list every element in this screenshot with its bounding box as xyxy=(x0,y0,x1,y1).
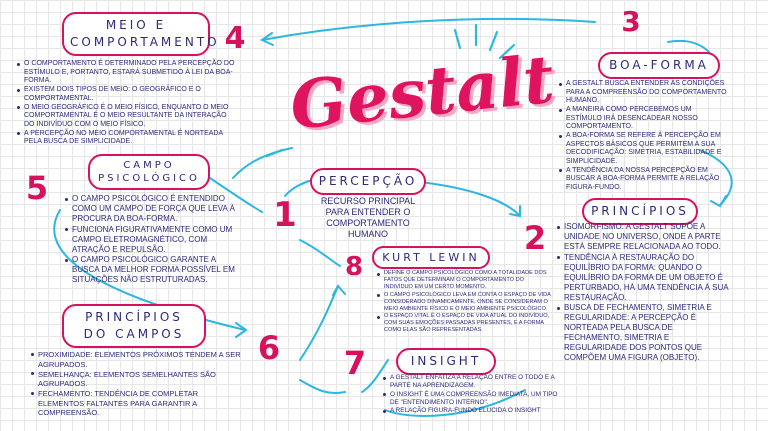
main-title: Gestalt xyxy=(286,39,558,145)
arrow-6-to-insight xyxy=(300,286,338,360)
step-number-6: 6 xyxy=(257,329,281,367)
princampos-title-line-2: DO CAMPOS xyxy=(83,327,185,341)
kurt-lewin-title xyxy=(372,246,490,269)
list-item: A PERCEPÇÃO NO MEIO COMPORTAMENTAL É NORTEADA PELA BUSCA DE SIMPLICIDADE. xyxy=(16,130,238,147)
percepcao-title xyxy=(310,168,426,195)
percepcao-text: RECURSO PRINCIPAL PARA ENTENDER O COMPORTAMENTO HUMANO xyxy=(320,196,416,239)
list-item: O ESPAÇO VITAL É O ESPAÇO DE VIDA ATUAL DO INDIVÍDUO, COM SUAS EMOÇÕES PASSADAS PRESENTES, E A FORMA COMO ELAS SÃO REPRESENTADAS. xyxy=(376,313,554,334)
insight-title-text: INSIGHT xyxy=(410,354,482,368)
step-number-5: 5 xyxy=(25,169,49,207)
meio-comportamento-title xyxy=(62,12,220,56)
list-item: TENDÊNCIA À RESTAURAÇÃO DO EQUILÍBRIO DA FORMA: QUANDO O EQUILÍBRIO DA FORMA DE UM OBJETO É PERTURBADO, HÁ UMA TENDÊNCIA À SUA RESTAURAÇÃO. xyxy=(556,253,732,303)
principios-campos-title xyxy=(62,304,206,348)
list-item: O COMPORTAMENTO É DETERMINADO PELA PERCEPÇÃO DO ESTÍMULO E, PORTANTO, ESTARÁ SUBMETIDO À LEI DA BOA-FORMA. xyxy=(16,60,238,86)
insight-title xyxy=(396,348,496,375)
campo-title-line-1: CAMPO xyxy=(123,160,175,171)
step-number-7: 7 xyxy=(343,344,367,382)
campo-title-line-2: PSICOLÓGICO xyxy=(98,173,200,184)
list-item: SEMELHANÇA: ELEMENTOS SEMELHANTES SÃO AGRUPADOS. xyxy=(30,370,242,389)
arrow-to-meio xyxy=(262,19,595,40)
meio-comportamento-list xyxy=(16,60,238,147)
boa-forma-title xyxy=(598,52,720,79)
arrow-to-7 xyxy=(300,380,345,393)
list-item: A RELAÇÃO FIGURA-FUNDO ELUCIDA O INSIGHT xyxy=(382,407,562,415)
campo-psicologico-list xyxy=(64,194,244,286)
list-item: A GESTALT BUSCA ENTENDER AS CONDIÇÕES PARA A COMPREENSÃO DO COMPORTAMENTO HUMANO. xyxy=(558,80,728,106)
arrow-percepcao-to-2 xyxy=(420,182,520,216)
list-item: EXISTEM DOIS TIPOS DE MEIO: O GEOGRÁFICO E O COMPORTAMENTAL. xyxy=(16,86,238,103)
list-item: O CAMPO PSICOLÓGICO LEVA EM CONTA O ESPAÇO DE VIDA CONSIDERADO DINAMICAMENTE, ONDE SE CONSIDERAM O MEIO AMBIENTE FÍSICO E O MEIO AMBIENTE PSICOLÓGICO. xyxy=(376,292,554,313)
list-item: O CAMPO PSICOLÓGICO É ENTENDIDO COMO UM CAMPO DE FORÇA QUE LEVA À PROCURA DA BOA-FORMA. xyxy=(64,194,244,224)
kurt-lewin-list xyxy=(376,270,554,335)
list-item: A TENDÊNCIA DA NOSSA PERCEPÇÃO EM BUSCAR A BOA-FORMA PERMITE A RELAÇÃO FIGURA-FUNDO. xyxy=(558,167,728,193)
list-item: ISOMORFISMO: A GESTALT SUPÕE A UNIDADE NO UNIVERSO, ONDE A PARTE ESTÁ SEMPRE RELACIONADA AO TODO. xyxy=(556,222,732,252)
arrow-gestalt-to-campo xyxy=(233,148,292,178)
insight-list xyxy=(382,374,562,416)
meio-title-line-2: COMPORTAMENTO xyxy=(70,35,220,49)
boa-forma-list xyxy=(558,80,728,193)
list-item: PROXIMIDADE: ELEMENTOS PRÓXIMOS TENDEM A SER AGRUPADOS. xyxy=(30,350,242,369)
principios-title-text: PRINCÍPIOS xyxy=(591,204,689,218)
campo-psicologico-title xyxy=(88,154,210,190)
percepcao-title-text: PERCEPÇÃO xyxy=(318,174,418,188)
step-number-4: 4 xyxy=(224,21,246,56)
step-number-3: 3 xyxy=(621,5,641,38)
meio-title-line-1: MEIO E xyxy=(105,18,167,32)
list-item: O MEIO GEOGRÁFICO É O MEIO FÍSICO, ENQUANTO O MEIO COMPORTAMENTAL É O MEIO RESULTANTE DA INTERAÇÃO DO INDIVÍDUO COM O MEIO FÍSICO. xyxy=(16,104,238,130)
step-number-2: 2 xyxy=(523,219,547,257)
princampos-title-line-1: PRINCÍPIOS xyxy=(85,310,183,324)
principios-campos-list xyxy=(30,350,242,418)
boa-forma-title-text: BOA-FORMA xyxy=(609,58,709,72)
arrow-to-principios-head xyxy=(711,196,726,206)
list-item: O CAMPO PSICOLÓGICO GARANTE A BUSCA DA MELHOR FORMA POSSÍVEL EM SITUAÇÕES NÃO ESTRUTURADAS. xyxy=(64,255,244,285)
list-item: O INSIGHT É UMA COMPREENSÃO IMEDIATA, UM TIPO DE "ENTENDIMENTO INTERNO". xyxy=(382,391,562,407)
arrow-1-to-percepcao xyxy=(285,180,312,196)
list-item: FECHAMENTO: TENDÊNCIA DE COMPLETAR ELEMENTOS FALTANTES PARA GARANTIR A COMPREENSÃO. xyxy=(30,389,242,418)
arrow-1-to-kurt xyxy=(300,240,340,266)
principios-list xyxy=(556,222,732,364)
list-item: DEFINE O CAMPO PSICOLÓGICO COMO A TOTALIDADE DOS FATOS QUE DETERMINAM O COMPORTAMENTO DO INDIVÍDUO EM UM CERTO MOMENTO. xyxy=(376,270,554,291)
step-number-8: 8 xyxy=(344,252,364,282)
kurt-title-text: KURT LEWIN xyxy=(382,251,480,264)
principios-title xyxy=(582,198,698,225)
list-item: A GESTALT ENFATIZA A RELAÇÃO ENTRE O TODO E A PARTE NA APRENDIZAGEM. xyxy=(382,374,562,390)
list-item: A MANEIRA COMO PERCEBEMOS UM ESTÍMULO IRÁ DESENCADEAR NOSSO COMPORTAMENTO. xyxy=(558,106,728,132)
arrow-6-to-insight-head xyxy=(333,286,345,295)
list-item: FUNCIONA FIGURATIVAMENTE COMO UM CAMPO ELETROMAGNÉTICO, COM ATRAÇÃO E REPULSÃO. xyxy=(64,225,244,255)
list-item: BUSCA DE FECHAMENTO, SIMETRIA E REGULARIDADE: A PERCEPÇÃO É NORTEADA PELA BUSCA DE FECHAMENTO, SIMETRIA E REGULARIDADE DOS PONTOS QUE COMPÕEM UMA FIGURA (OBJETO). xyxy=(556,303,732,363)
list-item: A BOA-FORMA SE REFERE À PERCEPÇÃO EM ASPECTOS BÁSICOS QUE PERMITEM A SUA DECODIFICAÇÃO: SIMETRIA, ESTABILIDADE E SIMPLICIDADE. xyxy=(558,132,728,166)
step-number-1: 1 xyxy=(273,195,297,235)
